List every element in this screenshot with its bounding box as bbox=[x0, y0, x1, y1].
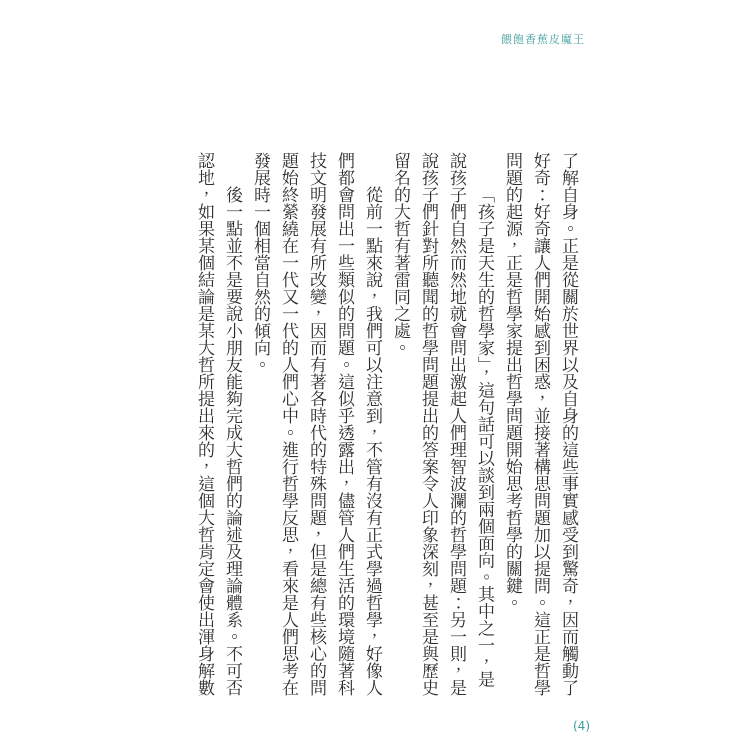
page-number: (4) bbox=[573, 719, 590, 733]
paragraph: 從前一點來說，我們可以注意到，不管有沒有正式學過哲學，好像人們都會問出一些類似的問題。這似乎透露出，儘管人們生活的環境隨著科技文明發展有所改變，因而有著各時代的特殊問題，但是總有些核心的問題始終縈繞在一代又一代的人們心中。進行哲學反思，看來是人們思考在發展時一個相當自然的傾向。 bbox=[250, 152, 382, 696]
running-header-title: 餵飽香蕉皮魔王 bbox=[501, 33, 585, 46]
text-block bbox=[186, 152, 582, 701]
paragraph: 「孩子是天生的哲學家」，這句話可以談到兩個面向。其中之一，是說孩子們自然而然地就會問出激起人們理智波瀾的哲學問題：另一則，是說孩子們針對所聽聞的哲學問題提出的答案令人印象深刻，甚至是與歷史留名的大哲有著雷同之處。 bbox=[390, 152, 494, 696]
paragraph: 了解自身。正是從關於世界以及自身的這些事實感受到驚奇，因而觸動了好奇：好奇讓人們開始感到困惑，並接著構思問題加以提問。這正是哲學問題的起源，正是哲學家提出哲學問題開始思考哲學的關鍵。 bbox=[502, 152, 578, 696]
paragraph: 後一點並不是要說小朋友能夠完成大哲們的論述及理論體系。不可否認地，如果某個結論是某大哲所提出來的，這個大哲肯定會使出渾身解數 bbox=[194, 152, 242, 696]
